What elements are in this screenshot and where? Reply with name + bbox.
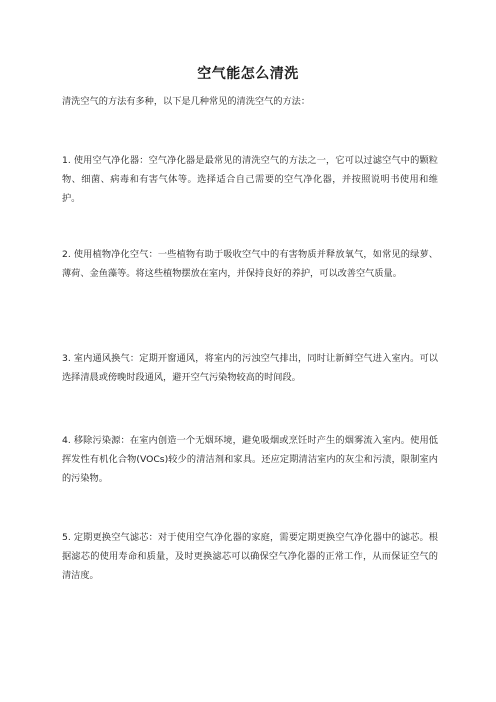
- list-item-replace-filter: 5. 定期更换空气滤芯：对于使用空气净化器的家庭，需要定期更换空气净化器中的滤芯。根据滤芯的使用寿命和质量，及时更换滤芯可以确保空气净化器的正常工作，从而保证空气的清洁度。: [62, 532, 438, 581]
- list-item-remove-pollution: 4. 移除污染源：在室内创造一个无烟环境，避免吸烟或烹饪时产生的烟雾流入室内。使用低挥发性有机化合物(VOCs)较少的清洁剂和家具。还应定期清洁室内的灰尘和污渍，限制室内的污染物。: [62, 435, 438, 484]
- list-item-plants: 2. 使用植物净化空气：一些植物有助于吸收空气中的有害物质并释放氧气，如常见的绿萝、薄荷、金鱼藻等。将这些植物摆放在室内，并保持良好的养护，可以改善空气质量。: [62, 249, 438, 279]
- document-title: 空气能怎么清洗: [197, 66, 299, 82]
- intro-paragraph: 清洗空气的方法有多种，以下是几种常见的清洗空气的方法：: [62, 96, 311, 107]
- list-item-air-purifier: 1. 使用空气净化器：空气净化器是最常见的清洗空气的方法之一，它可以过滤空气中的颗粒物、细菌、病毒和有害气体等。选择适合自己需要的空气净化器，并按照说明书使用和维护。: [62, 155, 438, 204]
- list-item-ventilation: 3. 室内通风换气：定期开窗通风，将室内的污浊空气排出，同时让新鲜空气进入室内。可以选择清晨或傍晚时段通风，避开空气污染物较高的时间段。: [62, 353, 438, 383]
